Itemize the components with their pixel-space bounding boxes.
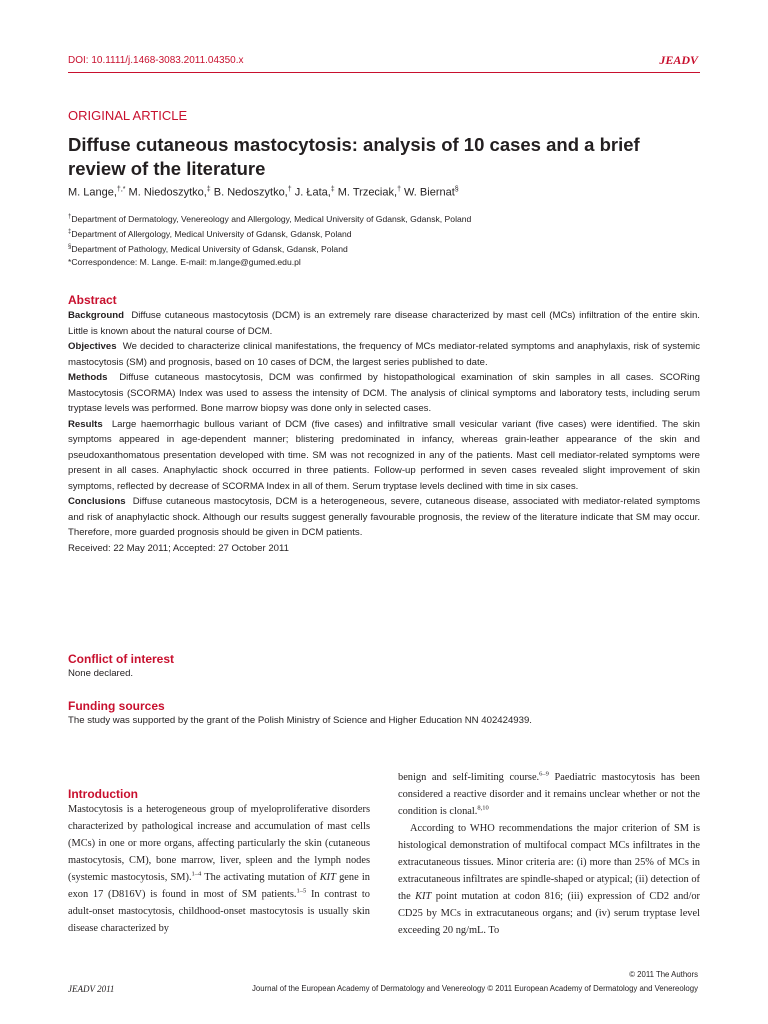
abstract-body [68,308,700,556]
reference-mark[interactable]: 1–5 [296,887,307,895]
abstract-results: Results Large haemorrhagic bullous variant of DCM (five cases) and infiltrative small vesicular variant (five cases) were identified. The skin symptoms appeared in age-dependent manner; blistering predominated in infancy, whereas grain-leather appearance of the skin and pseudoxanthomatous presentation developed with time. SM was not recognized in any of the patients. Mast cell mediator-related symptoms were present in all cases. Anaphylactic shock occurred in three patients. Follow-up performed in seven cases revealed slight improvement of skin symptoms, reflected by decrease of SCORMA Index in all of them. Serum tryptase levels declined with time in six cases. [68,418,700,492]
footer-journal-year: JEADV 2011 [68,984,115,994]
affiliation-list [68,211,471,269]
author-list [68,186,459,199]
author-name: M. Trzeciak, [337,186,398,199]
abstract-objectives: Objectives We decided to characterize clinical manifestations, the frequency of MCs mediator-related symptoms and anaphylaxis, risk of systemic mastocytosis (SM) and prognosis, based on 10 cases of DCM, the largest series published to date. [68,341,700,368]
received-dates: Received: 22 May 2011; Accepted: 27 October 2011 [68,542,289,554]
conflict-heading: Conflict of interest [68,652,175,666]
reference-mark[interactable]: 6–9 [539,770,549,778]
affiliation: †Department of Dermatology, Venereology and Allergology, Medical University of Gdansk, Gdansk, Poland [68,213,472,224]
author-affiliation-mark: † [287,186,292,193]
article-title: Diffuse cutaneous mastocytosis: analysis of 10 cases and a brief review of the literature [68,134,640,179]
abstract-methods: Methods Diffuse cutaneous mastocytosis, DCM was confirmed by histopathological examination of skin samples in all cases. SCORing Mastocytosis (SCORMA) Index was used to assess the intensity of DCM. The analysis of clinical symptoms and laboratory tests, including serum tryptase levels was performed. Bone marrow biopsy was done only in selected cases. [68,372,700,414]
reference-mark[interactable]: 1–4 [191,870,202,878]
author-affiliation-mark: ‡ [206,186,211,193]
abstract-heading: Abstract [68,293,117,307]
body-column-left [68,801,370,937]
funding-text: The study was supported by the grant of the Polish Ministry of Science and Higher Education NN 402424939. [68,715,532,726]
correspondence: *Correspondence: M. Lange. E-mail: m.lange@gumed.edu.pl [68,256,301,267]
author-affiliation-mark: † [397,186,401,193]
body-column-right [398,769,700,939]
author-name: B. Nedoszytko, [213,186,288,199]
paragraph: Mastocytosis is a heterogeneous group of myeloproliferative disorders characterized by pathological increase and accumulation of mast cells (MCs) in one or more organs, affecting particularly the skin (cutaneous mastocytosis, CM), bone marrow, liver, spleen and the lymph nodes (systemic mastocytosis, SM).$^{1-4}$ The activating mutation of KIT gene in exon 17 (D816V) is found in most of SM patients.$^{1-5}$ In contrast to adult-onset mastocytosis, childhood-onset mastocytosis is usually skin disease characterized by [68,804,370,934]
abstract-background: Background Diffuse cutaneous mastocytosis (DCM) is an extremely rare disease characterized by mast cell (MCs) infiltration of the entire skin. Little is known about the natural course of DCM. [68,310,700,337]
paragraph: According to WHO recommendations the major criterion of SM is histological demonstration of multifocal compact MCs infiltrates in the extracutaneous tissues. Minor criteria are: (i) more than 25% of MCs in extracutaneous infiltrates are spindle-shaped or atypical; (ii) detection of the KIT point mutation at codon 816; (iii) expression of CD2 and/or CD25 by MCs in extracutaneous organs; and (iv) serum tryptase level exceeding 20 ng/mL. To [398,823,700,936]
affiliation: §Department of Pathology, Medical University of Gdansk, Gdansk, Poland [68,243,348,254]
reference-mark[interactable]: 8,10 [477,804,489,812]
author-name: M. Niedoszytko, [128,186,207,199]
journal-name: JEADV [659,53,698,67]
funding-heading: Funding sources [68,699,165,713]
abstract-conclusions: Conclusions Diffuse cutaneous mastocytosis, DCM is a heterogeneous, severe, cutaneous disease, associated with mediator-related symptoms and risk of anaphylactic shock. Although our results suggest generally favourable prognosis, the review of the literature indicate that SM may occur. Therefore, more guarded prognosis should be given in DCM patients. [68,496,700,538]
footer-citation: Journal of the European Academy of Dermatology and Venereology © 2011 European Academy of Dermatology and Venereology [252,984,698,993]
header-divider [68,72,700,73]
doi-link[interactable]: DOI: 10.1111/j.1468-3083.2011.04350.x [68,55,244,66]
author-affiliation-mark: § [454,186,459,193]
author-name: M. Lange, [68,186,117,199]
footer-copyright: © 2011 The Authors [629,970,698,979]
email-link[interactable]: m.lange@gumed.edu.pl [209,256,301,267]
article-type: ORIGINAL ARTICLE [68,108,188,123]
author-name: W. Biernat [404,186,455,199]
author-affiliation-mark: †,* [116,186,126,193]
affiliation: ‡Department of Allergology, Medical University of Gdansk, Gdansk, Poland [68,228,352,239]
author-name: J. Łata, [294,186,331,199]
paragraph: benign and self-limiting course.$^{6-9}$ Paediatric mastocytosis has been considered a reactive disorder and it remains unclear whether or not the condition is clonal.$^{8,10}$ [398,770,700,817]
conflict-text: None declared. [68,668,134,679]
author-affiliation-mark: ‡ [330,186,335,193]
introduction-heading: Introduction [68,787,138,801]
